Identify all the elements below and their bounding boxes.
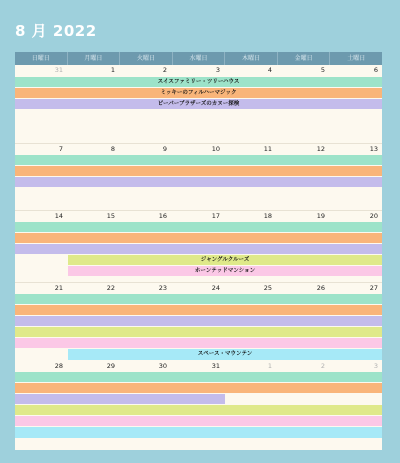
weekday-header-row (15, 52, 382, 65)
weekday-friday: 金曜日 (278, 52, 331, 65)
weekday-sunday: 日曜日 (15, 52, 68, 65)
event-bar-space-mountain[interactable]: スペース・マウンテン (68, 349, 382, 360)
day-cell-number[interactable]: 14 (54, 212, 63, 220)
day-cell-number[interactable]: 1 (110, 66, 115, 74)
event-bar-peter-pan-canoe[interactable] (15, 244, 382, 254)
event-bar-mickey-philharmagic[interactable]: ミッキーのフィルハーマジック (15, 88, 382, 98)
week-row-3 (15, 211, 382, 283)
month-calendar (15, 52, 382, 450)
day-cell-number[interactable]: 3 (373, 362, 378, 370)
event-bar-swiss-family[interactable] (15, 372, 382, 382)
day-cell-number[interactable]: 6 (373, 66, 378, 74)
event-bar-haunted-mansion[interactable] (15, 416, 382, 426)
weekday-tuesday: 火曜日 (120, 52, 173, 65)
week-row-2 (15, 144, 382, 211)
event-bar-swiss-family[interactable] (15, 155, 382, 165)
day-cell-number[interactable]: 26 (316, 284, 325, 292)
event-bar-haunted-mansion[interactable] (15, 338, 382, 348)
event-bar-space-mountain[interactable] (15, 427, 382, 438)
day-cell-number[interactable]: 10 (211, 145, 220, 153)
day-cell-number[interactable]: 27 (369, 284, 378, 292)
week-row-1 (15, 65, 382, 144)
day-cell-number[interactable]: 19 (316, 212, 325, 220)
day-cell-number[interactable]: 31 (211, 362, 220, 370)
day-cell-number[interactable]: 1 (267, 362, 272, 370)
day-cell-number[interactable]: 22 (106, 284, 115, 292)
weekday-saturday: 土曜日 (347, 55, 366, 62)
day-cell-number[interactable]: 2 (320, 362, 325, 370)
event-bar-haunted-mansion[interactable]: ホーンテッドマンション (68, 266, 382, 276)
event-bar-mickey-philharmagic[interactable] (15, 305, 382, 315)
day-cell-number[interactable]: 8 (110, 145, 115, 153)
day-cell-number[interactable]: 29 (106, 362, 115, 370)
day-cell-number[interactable]: 13 (369, 145, 378, 153)
day-cell-number[interactable]: 11 (263, 145, 272, 153)
day-cell-number[interactable]: 9 (162, 145, 167, 153)
day-cell-number[interactable]: 24 (211, 284, 220, 292)
event-bar-peter-pan-canoe[interactable] (15, 316, 382, 326)
event-bar-swiss-family[interactable] (15, 294, 382, 304)
event-bar-jungle-cruise[interactable] (15, 405, 382, 415)
day-cell-number[interactable]: 21 (54, 284, 63, 292)
day-cell-number[interactable]: 30 (158, 362, 167, 370)
weekday-thursday: 木曜日 (225, 52, 278, 65)
day-cell-number[interactable]: 25 (263, 284, 272, 292)
event-bar-jungle-cruise[interactable]: ジャングルクルーズ (68, 255, 382, 265)
day-cell-number[interactable]: 5 (320, 66, 325, 74)
day-cell-number[interactable]: 31 (54, 66, 63, 74)
weekday-monday: 月曜日 (68, 52, 121, 65)
day-cell-number[interactable]: 15 (106, 212, 115, 220)
day-cell-number[interactable]: 2 (162, 66, 167, 74)
event-bar-mickey-philharmagic[interactable] (15, 233, 382, 243)
week-row-5 (15, 361, 382, 450)
event-bar-mickey-philharmagic[interactable] (15, 383, 382, 393)
day-cell-number[interactable]: 4 (267, 66, 272, 74)
day-cell-number[interactable]: 3 (215, 66, 220, 74)
day-cell-number[interactable]: 23 (158, 284, 167, 292)
day-cell-number[interactable]: 7 (58, 145, 63, 153)
event-bar-peter-pan-canoe[interactable] (15, 394, 225, 404)
day-cell-number[interactable]: 20 (369, 212, 378, 220)
event-bar-peter-pan-canoe[interactable] (15, 177, 382, 187)
event-bar-peter-pan-canoe[interactable]: ピーパーブラザーズのカヌー探検 (15, 99, 382, 109)
event-bar-swiss-family[interactable]: スイスファミリー・ツリーハウス (15, 77, 382, 87)
day-cell-number[interactable]: 12 (316, 145, 325, 153)
event-bar-mickey-philharmagic[interactable] (15, 166, 382, 176)
calendar-title: 8 月 2022 (15, 22, 97, 40)
weekday-wednesday: 水曜日 (173, 52, 226, 65)
day-cell-number[interactable]: 16 (158, 212, 167, 220)
day-cell-number[interactable]: 28 (54, 362, 63, 370)
week-row-4 (15, 283, 382, 357)
event-bar-jungle-cruise[interactable] (15, 327, 382, 337)
event-bar-swiss-family[interactable] (15, 222, 382, 232)
day-cell-number[interactable]: 18 (263, 212, 272, 220)
day-cell-number[interactable]: 17 (211, 212, 220, 220)
